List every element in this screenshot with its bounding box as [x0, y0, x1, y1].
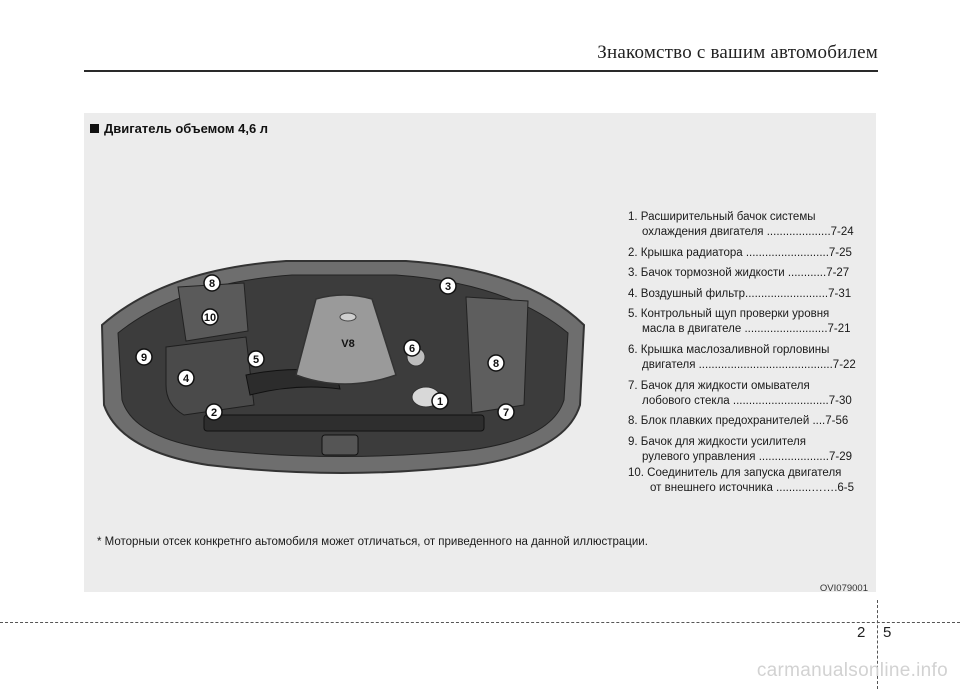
legend-item: 7. Бачок для жидкости омывателя лобового стекла ..............................7-30 [628, 379, 852, 408]
callout-badge [178, 370, 194, 386]
callout-badge [488, 355, 504, 371]
svg-text:4: 4 [182, 373, 190, 385]
callout-badge [432, 393, 448, 409]
svg-text:1: 1 [436, 396, 444, 408]
legend-item: 10. Соединитель для запуска двигателя от внешнего источника ...........…….6-5 [628, 466, 855, 495]
svg-text:8: 8 [208, 278, 216, 290]
svg-text:9: 9 [140, 352, 148, 364]
page-number: 5 [883, 624, 892, 641]
svg-text:5: 5 [252, 354, 260, 366]
legend-item: 1. Расширительный бачок системы охлаждения двигателя ....................7-24 [628, 211, 854, 239]
legend-item: 3. Бачок тормозной жидкости ............7-27 [628, 267, 850, 280]
front-latch [322, 435, 358, 455]
header-divider [84, 70, 878, 72]
legend-item: 6. Крышка маслозаливной горловины двигателя ..........................................7-22 [628, 343, 856, 372]
engine-bay-illustration [96, 255, 588, 480]
callout-badge [204, 275, 220, 291]
page-section-number: 2 [857, 624, 866, 641]
svg-text:8: 8 [492, 358, 500, 370]
footnote: * Моторныи отсек конкретнго аьтомобиля может отличаться, от приведенного на данной иллюстрации. [97, 536, 648, 548]
image-code: OVI079001 [819, 583, 868, 594]
callout-badge [404, 340, 420, 356]
section-title [90, 121, 268, 136]
legend-item: 4. Воздушный фильтр..........................7-31 [628, 287, 852, 300]
square-bullet-icon [90, 124, 99, 133]
callout-badge [206, 404, 222, 420]
svg-text:3: 3 [444, 281, 452, 293]
parts-legend [628, 210, 868, 502]
legend-item: 5. Контрольный щуп проверки уровня масла в двигателе ..........................7-21 [628, 308, 851, 336]
engine-cover-text: V8 [341, 338, 355, 350]
radiator-support [204, 415, 484, 431]
callout-badge [202, 309, 218, 325]
callout-badge [136, 349, 152, 365]
callout-badge [440, 278, 456, 294]
legend-item: 2. Крышка радиатора ..........................7-25 [628, 246, 852, 259]
svg-text:6: 6 [408, 343, 416, 355]
watermark: carmanualsonline.info [756, 660, 948, 681]
svg-text:2: 2 [210, 407, 218, 419]
callout-badge [498, 404, 514, 420]
svg-text:7: 7 [502, 407, 510, 419]
section-title-text: Двигатель объемом 4,6 л [104, 121, 269, 136]
cover-emblem [340, 313, 356, 321]
legend-item: 9. Бачок для жидкости усилителя рулевого управления ......................7-29 [628, 435, 853, 464]
chapter-title: Знакомство с вашим автомобилем [597, 42, 878, 63]
callout-badge [248, 351, 264, 367]
svg-text:10: 10 [203, 312, 217, 324]
footer-divider [0, 622, 960, 623]
legend-item: 8. Блок плавких предохранителей ....7-56 [628, 415, 849, 428]
